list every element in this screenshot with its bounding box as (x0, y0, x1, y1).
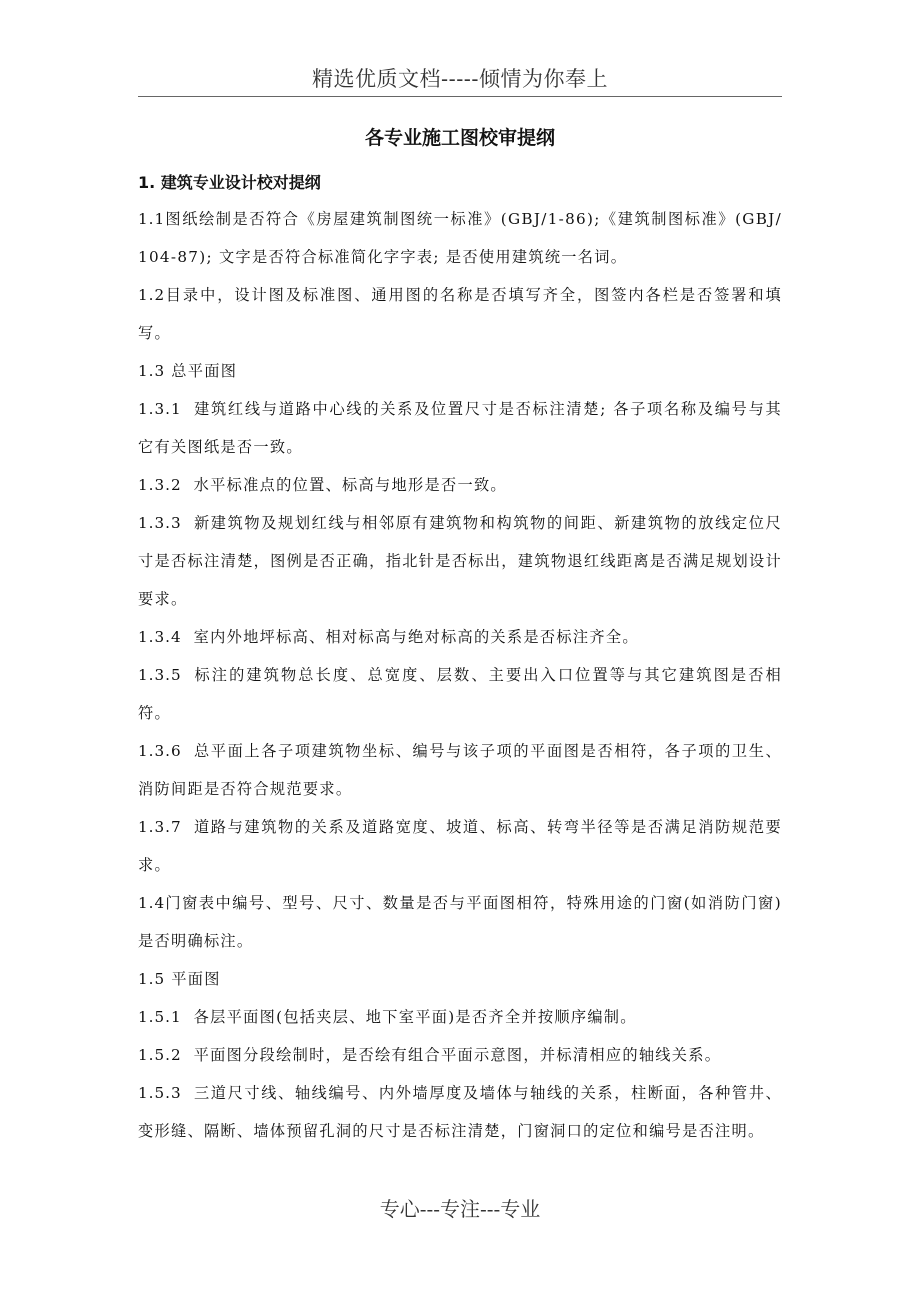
section-heading (138, 168, 782, 198)
item-1-3-4 (138, 618, 782, 656)
item-1-5-2 (138, 1036, 782, 1074)
item-1-5-3 (138, 1074, 782, 1150)
section-number: 1. (138, 173, 156, 192)
page-footer (138, 1192, 782, 1226)
page-header (138, 62, 782, 97)
item-1-5 (138, 960, 782, 998)
item-1-3-1 (138, 390, 782, 466)
item-text: 水平标准点的位置、标高与地形是否一致。 (193, 476, 507, 494)
item-text: 室内外地坪标高、相对标高与绝对标高的关系是否标注齐全。 (193, 628, 639, 646)
item-text: 总平面图 (171, 362, 238, 380)
item-text: 新建筑物及规划红线与相邻原有建筑物和构筑物的间距、新建筑物的放线定位尺寸是否标注清楚，图例是否正确，指北针是否标出，建筑物退红线距离是否满足规划设计要求。 (138, 514, 782, 608)
item-number: 1.5.2 (138, 1046, 182, 1064)
header-text: 精选优质文档-----倾情为你奉上 (312, 67, 608, 91)
item-number: 1.3.1 (138, 400, 182, 418)
item-1-1 (138, 200, 782, 276)
item-text: 建筑红线与道路中心线的关系及位置尺寸是否标注清楚; 各子项名称及编号与其它有关图纸是否一致。 (138, 400, 782, 456)
item-1-3 (138, 352, 782, 390)
item-number: 1.3.5 (138, 666, 182, 684)
item-1-3-5 (138, 656, 782, 732)
item-text: 门窗表中编号、型号、尺寸、数量是否与平面图相符，特殊用途的门窗(如消防门窗)是否明确标注。 (138, 894, 782, 950)
item-1-3-7 (138, 808, 782, 884)
item-1-2 (138, 276, 782, 352)
item-number: 1.3 (138, 362, 166, 380)
item-text: 各层平面图(包括夹层、地下室平面)是否齐全并按顺序编制。 (193, 1008, 637, 1026)
item-number: 1.3.2 (138, 476, 182, 494)
item-text: 图纸绘制是否符合《房屋建筑制图统一标准》(GBJ/1-86);《建筑制图标准》(GBJ/104-87); 文字是否符合标准简化字字表; 是否使用建筑统一名词。 (138, 210, 782, 266)
item-1-3-3 (138, 504, 782, 618)
item-number: 1.5 (138, 970, 166, 988)
item-number: 1.3.3 (138, 514, 182, 532)
item-text: 目录中，设计图及标准图、通用图的名称是否填写齐全，图签内各栏是否签署和填写。 (138, 286, 782, 342)
item-1-3-6 (138, 732, 782, 808)
item-number: 1.3.6 (138, 742, 182, 760)
item-number: 1.5.1 (138, 1008, 182, 1026)
document-title: 各专业施工图校审提纲 (364, 127, 555, 149)
footer-text: 专心---专注---专业 (379, 1197, 541, 1221)
item-text: 总平面上各子项建筑物坐标、编号与该子项的平面图是否相符，各子项的卫生、消防间距是否符合规范要求。 (138, 742, 782, 798)
document-body (138, 200, 782, 1150)
item-text: 道路与建筑物的关系及道路宽度、坡道、标高、转弯半径等是否满足消防规范要求。 (138, 818, 782, 874)
item-1-5-1 (138, 998, 782, 1036)
item-1-4 (138, 884, 782, 960)
section-heading-text: 建筑专业设计校对提纲 (160, 173, 321, 192)
item-text: 平面图分段绘制时，是否绘有组合平面示意图，并标清相应的轴线关系。 (193, 1046, 722, 1064)
item-text: 三道尺寸线、轴线编号、内外墙厚度及墙体与轴线的关系，柱断面，各种管井、变形缝、隔断、墙体预留孔洞的尺寸是否标注清楚，门窗洞口的定位和编号是否注明。 (138, 1084, 782, 1140)
item-number: 1.3.7 (138, 818, 182, 836)
item-1-3-2 (138, 466, 782, 504)
item-number: 1.5.3 (138, 1084, 182, 1102)
item-number: 1.3.4 (138, 628, 182, 646)
item-number: 1.1 (138, 210, 166, 228)
item-text: 平面图 (171, 970, 221, 988)
item-number: 1.4 (138, 894, 166, 912)
item-text: 标注的建筑物总长度、总宽度、层数、主要出入口位置等与其它建筑图是否相符。 (138, 666, 782, 722)
item-number: 1.2 (138, 286, 166, 304)
